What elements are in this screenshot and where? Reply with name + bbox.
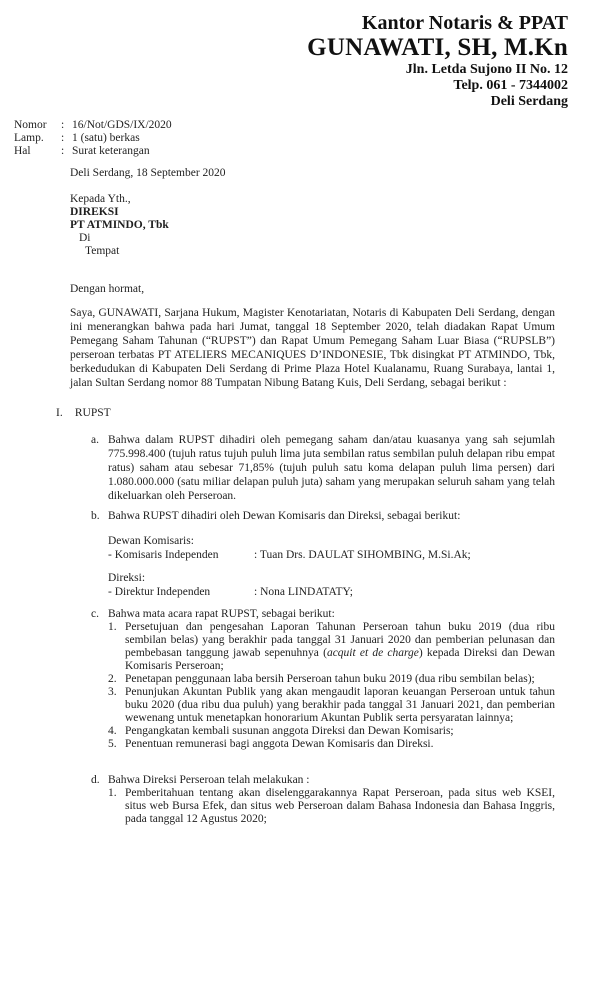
salutation: Dengan hormat, — [70, 283, 145, 295]
office-city: Deli Serdang — [490, 94, 568, 109]
action-item-number: 1. — [108, 787, 117, 799]
item-a-text: Bahwa dalam RUPST dihadiri oleh pemegang saham dan/atau kuasanya yang sah sejumlah 775.998.400 (tujuh ratus tujuh puluh lima juta sembilan ratus sembilan puluh delapan ribu empat ratus) saham atau sebesar 71,85% (tujuh puluh satu koma delapan puluh lima persen) dari 1.080.000.000 (satu miliar delapan puluh juta) saham yang merupakan seluruh saham yang telah dikeluarkan oleh Perseroan. — [108, 434, 555, 502]
office-phone: Telp. 061 - 7344002 — [453, 78, 568, 93]
board-of-commissioners — [108, 534, 471, 562]
agenda-item-number: 5. — [108, 738, 117, 750]
hal-label: Hal — [14, 145, 31, 157]
board-member-role: - Komisaris Independen — [108, 549, 219, 561]
section-number: I. — [56, 407, 63, 419]
section-heading — [56, 406, 111, 420]
meta-separator: : — [61, 119, 65, 131]
lamp-value: 1 (satu) berkas — [72, 132, 140, 144]
recipient-block — [70, 193, 169, 258]
agenda-item-number: 3. — [108, 686, 117, 698]
item-c-letter: c. — [91, 608, 99, 620]
nomor-value: 16/Not/GDS/IX/2020 — [72, 119, 172, 131]
item-d-text: Bahwa Direksi Perseroan telah melakukan : — [108, 774, 310, 786]
meta-separator: : — [61, 145, 65, 157]
meta-hal — [14, 145, 172, 158]
actions-list — [108, 787, 555, 826]
item-b — [91, 509, 555, 523]
item-a — [91, 433, 555, 503]
agenda-item — [108, 725, 555, 738]
office-title: Kantor Notaris & PPAT — [361, 12, 568, 34]
meta-lamp — [14, 132, 172, 145]
recipient-line-4: Tempat — [85, 245, 120, 257]
letter-meta — [14, 119, 172, 158]
agenda-item-text: Penetapan penggunaan laba bersih Perseroan tahun buku 2019 (dua ribu sembilan belas); — [125, 673, 535, 685]
hal-value: Surat keterangan — [72, 145, 150, 157]
agenda-item-number: 1. — [108, 621, 117, 633]
lamp-label: Lamp. — [14, 132, 44, 144]
intro-paragraph: Saya, GUNAWATI, Sarjana Hukum, Magister Kenotariatan, Notaris di Kabupaten Deli Serdang, dengan ini menerangkan bahwa pada hari Jumat, tanggal 18 September 2020, telah diadakan Rapat Umum Pemegang Saham Tahunan (“RUPST”) dan Rapat Umum Pemegang Saham Luar Biasa (“RUPSLB”) perseroan terbatas PT ATELIERS MECANIQUES D’INDONESIE, Tbk disingkat PT ATMINDO, Tbk, berkedudukan di Kabupaten Deli Serdang di Prime Plaza Hotel Kualanamu, Ruang Surabaya, lantai 1, jalan Sultan Serdang nomor 88 Tumpatan Nibung Batang Kuis, Deli Serdang, sebagai berikut : — [70, 307, 555, 389]
director-row — [108, 585, 353, 599]
action-item-text: Pemberitahuan tentang akan diselenggarakannya Rapat Perseroan, pada situs web KSEI, situs web Bursa Efek, dan situs web Perseroan dalam Bahasa Indonesia dan Bahasa Inggris, pada tanggal 12 Agustus 2020; — [125, 787, 555, 825]
notary-name: GUNAWATI, SH, M.Kn — [307, 34, 568, 61]
directors-heading: Direksi: — [108, 572, 146, 584]
item-c-text: Bahwa mata acara rapat RUPST, sebagai berikut: — [108, 608, 335, 620]
item-b-letter: b. — [91, 510, 100, 522]
meta-separator: : — [61, 132, 65, 144]
agenda-item-text: Pengangkatan kembali susunan anggota Direksi dan Dewan Komisaris; — [125, 725, 454, 737]
recipient-line-1: DIREKSI — [70, 206, 119, 218]
item-b-text: Bahwa RUPST dihadiri oleh Dewan Komisaris dan Direksi, sebagai berikut: — [108, 510, 461, 522]
action-item — [108, 787, 555, 826]
date-line: Deli Serdang, 18 September 2020 — [70, 167, 226, 179]
board-member-row — [108, 548, 471, 562]
item-c — [91, 607, 555, 621]
board-heading: Dewan Komisaris: — [108, 535, 194, 547]
item-a-letter: a. — [91, 434, 99, 446]
agenda-item-number: 2. — [108, 673, 117, 685]
meta-nomor — [14, 119, 172, 132]
agenda-item-number: 4. — [108, 725, 117, 737]
recipient-greeting: Kepada Yth., — [70, 193, 131, 205]
recipient-line-2: PT ATMINDO, Tbk — [70, 219, 169, 231]
agenda-item — [108, 673, 555, 686]
agenda-list — [108, 621, 555, 751]
section-title: RUPST — [74, 407, 111, 419]
letterhead — [307, 12, 568, 110]
director-name: : Nona LINDATATY; — [254, 586, 353, 598]
board-of-directors — [108, 571, 353, 599]
agenda-item — [108, 686, 555, 725]
board-member-name: : Tuan Drs. DAULAT SIHOMBING, M.Si.Ak; — [254, 549, 471, 561]
agenda-item — [108, 738, 555, 751]
recipient-line-3: Di — [79, 232, 91, 244]
agenda-item — [108, 621, 555, 673]
agenda-item-text: Penentuan remunerasi bagi anggota Dewan Komisaris dan Direksi. — [125, 738, 434, 750]
agenda-item-text: Persetujuan dan pengesahan Laporan Tahunan Perseroan tahun buku 2019 (dua ribu sembilan belas) yang berakhir pada tanggal 31 Januari 2020 dan pemberian pelunasan dan pembebasan tanggung jawab sepenuhnya (acquit et de charge) kepada Direksi dan Dewan Komisaris Perseroan; — [125, 621, 556, 672]
director-role: - Direktur Independen — [108, 586, 211, 598]
item-d-letter: d. — [91, 774, 100, 786]
office-address: Jln. Letda Sujono II No. 12 — [405, 62, 568, 77]
agenda-item-text: Penunjukan Akuntan Publik yang akan mengaudit laporan keuangan Perseroan untuk tahun buku 2020 (dua ribu dua puluh) yang berakhir pada tanggal 31 Januari 2021, dan pemberian wewenang untuk menetapkan honorarium Akuntan Publik serta persyaratan lainnya; — [125, 686, 555, 724]
nomor-label: Nomor — [14, 119, 47, 131]
item-d — [91, 773, 555, 787]
